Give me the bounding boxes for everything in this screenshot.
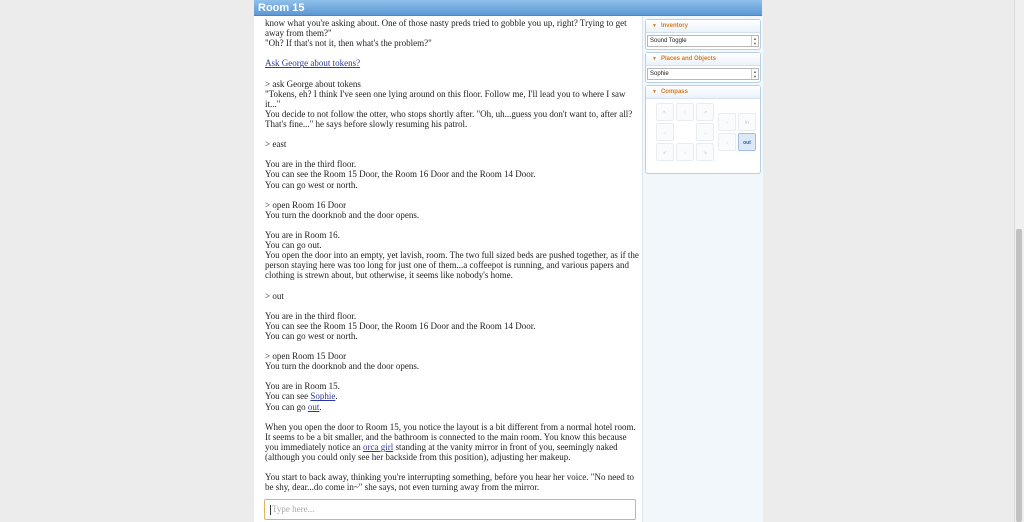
transcript-line: You are in the third floor. bbox=[265, 159, 357, 170]
compass-button[interactable]: ← bbox=[656, 123, 674, 141]
transcript-paragraph bbox=[265, 230, 641, 280]
story-output bbox=[265, 18, 641, 503]
transcript-line: "Oh? If that's not it, then what's the problem?" bbox=[265, 38, 432, 49]
command-echo: > open Room 16 Door bbox=[265, 199, 347, 210]
transcript-line: You decide to not follow the otter, who stops shortly after. "Oh, uh...guess you don't want to, after all? That's fine..." he says before slowly resuming his patrol. bbox=[265, 108, 633, 129]
transcript-line: You can go west or north. bbox=[265, 330, 358, 341]
command-echo: > east bbox=[265, 139, 287, 150]
ask-george-link[interactable]: Ask George about tokens? bbox=[265, 58, 361, 69]
room-line: You are in Room 15. bbox=[265, 381, 340, 392]
see-prefix: You can see bbox=[265, 391, 311, 402]
triangle-down-icon: ▼ bbox=[652, 56, 657, 62]
compass-button[interactable]: ↑ bbox=[718, 113, 736, 131]
compass-button[interactable]: ↘ bbox=[696, 143, 714, 161]
inventory-select[interactable] bbox=[647, 35, 759, 47]
transcript-line: You turn the doorknob and the door opens. bbox=[265, 209, 420, 220]
compass-button[interactable]: ↙ bbox=[656, 143, 674, 161]
transcript-paragraph bbox=[265, 139, 641, 149]
compass-button[interactable]: ↓ bbox=[676, 143, 694, 161]
inventory-header[interactable] bbox=[646, 20, 760, 33]
transcript-line: You can go out. bbox=[265, 240, 322, 251]
room-description bbox=[265, 381, 641, 411]
compass-grid bbox=[646, 99, 760, 173]
places-title: Places and Objects bbox=[660, 56, 716, 62]
sophie-link[interactable]: Sophie bbox=[310, 391, 336, 402]
compass-button[interactable]: → bbox=[696, 123, 714, 141]
narration-paragraph bbox=[265, 422, 641, 462]
compass-button[interactable]: ↗ bbox=[696, 103, 714, 121]
go-prefix: You can go bbox=[265, 401, 308, 412]
scrollbar-thumb[interactable] bbox=[1016, 229, 1022, 522]
command-placeholder: Type here... bbox=[272, 504, 315, 514]
up-down-arrows-icon[interactable]: ▲ ▼ bbox=[751, 36, 758, 46]
narration-text: When you open the door to Room 15, you notice the layout is a bit different from a normal hotel room. It seems to be a bit smaller, and the bathroom is connected to the main room. You know this because you immediately notice an bbox=[265, 421, 636, 452]
places-selected: Sophie bbox=[650, 71, 669, 77]
places-select[interactable] bbox=[647, 68, 759, 80]
transcript-line: know what you're asking about. One of those nasty preds tried to gobble you up, right? Trying to get away from them?" bbox=[265, 18, 627, 39]
transcript-line: You are in the third floor. bbox=[265, 310, 357, 321]
transcript-paragraph bbox=[265, 200, 641, 220]
see-suffix: . bbox=[335, 391, 338, 402]
triangle-down-icon: ▼ bbox=[652, 89, 657, 95]
transcript-line: You are in Room 16. bbox=[265, 229, 340, 240]
compass-button[interactable]: ↖ bbox=[656, 103, 674, 121]
compass-button[interactable]: ↑ bbox=[676, 103, 694, 121]
up-down-arrows-icon[interactable]: ▲ ▼ bbox=[751, 69, 758, 79]
compass-button[interactable]: in bbox=[738, 113, 756, 131]
out-link[interactable]: out bbox=[307, 401, 320, 412]
command-echo: > out bbox=[265, 290, 284, 301]
transcript-paragraph bbox=[265, 351, 641, 371]
transcript-paragraph bbox=[265, 159, 641, 189]
compass-button[interactable]: out bbox=[738, 133, 756, 151]
text-caret bbox=[270, 505, 271, 515]
transcript-line: You can see the Room 15 Door, the Room 16 Door and the Room 14 Door. bbox=[265, 320, 536, 331]
go-suffix: . bbox=[319, 401, 322, 412]
compass-title: Compass bbox=[660, 89, 688, 95]
transcript-paragraph bbox=[265, 18, 641, 48]
triangle-down-icon: ▼ bbox=[652, 23, 657, 29]
transcript-paragraph bbox=[265, 291, 641, 301]
command-echo: > ask George about tokens bbox=[265, 78, 361, 89]
transcript-paragraph bbox=[265, 311, 641, 341]
orca-girl-link[interactable]: orca girl bbox=[362, 441, 394, 452]
transcript-line: "Tokens, eh? I think I've seen one lying around on this floor. Follow me, I'll lead you to where I saw it..." bbox=[265, 88, 626, 109]
room-title-bar bbox=[254, 0, 762, 16]
transcript bbox=[265, 18, 641, 371]
transcript-line: You open the door into an empty, yet lavish, room. The two full sized beds are pushed together, as if the person staying here was too long for just one of them...a coffeepot is running, and various papers and clothing is strewn about, but otherwise, it seems like nobody's home. bbox=[265, 250, 639, 281]
narration-text: standing at the vanity mirror in front of you, seemingly naked (although you could only see her backside from this position), adjusting her makeup. bbox=[265, 441, 618, 463]
inventory-panel bbox=[645, 19, 761, 50]
compass-button[interactable]: ↓ bbox=[718, 133, 736, 151]
inventory-title: Inventory bbox=[660, 23, 688, 29]
transcript-line: You turn the doorknob and the door opens. bbox=[265, 361, 420, 372]
transcript-line: You can go west or north. bbox=[265, 179, 358, 190]
places-panel bbox=[645, 52, 761, 83]
inventory-selected: Sound Toggle bbox=[650, 38, 687, 44]
compass-panel bbox=[645, 85, 761, 174]
command-input[interactable] bbox=[264, 499, 636, 520]
transcript-line: You can see the Room 15 Door, the Room 16 Door and the Room 14 Door. bbox=[265, 169, 536, 180]
places-header[interactable] bbox=[646, 53, 760, 66]
command-echo: > open Room 15 Door bbox=[265, 351, 347, 362]
room-title: Room 15 bbox=[258, 2, 305, 14]
transcript-paragraph bbox=[265, 79, 641, 129]
narration-paragraph: You start to back away, thinking you're interrupting something, before you hear her voice. "No need to be shy, dear...do come in~" she says, not even turning away from the mirror. bbox=[265, 472, 634, 493]
transcript-paragraph bbox=[265, 58, 641, 68]
compass-header[interactable] bbox=[646, 86, 760, 99]
